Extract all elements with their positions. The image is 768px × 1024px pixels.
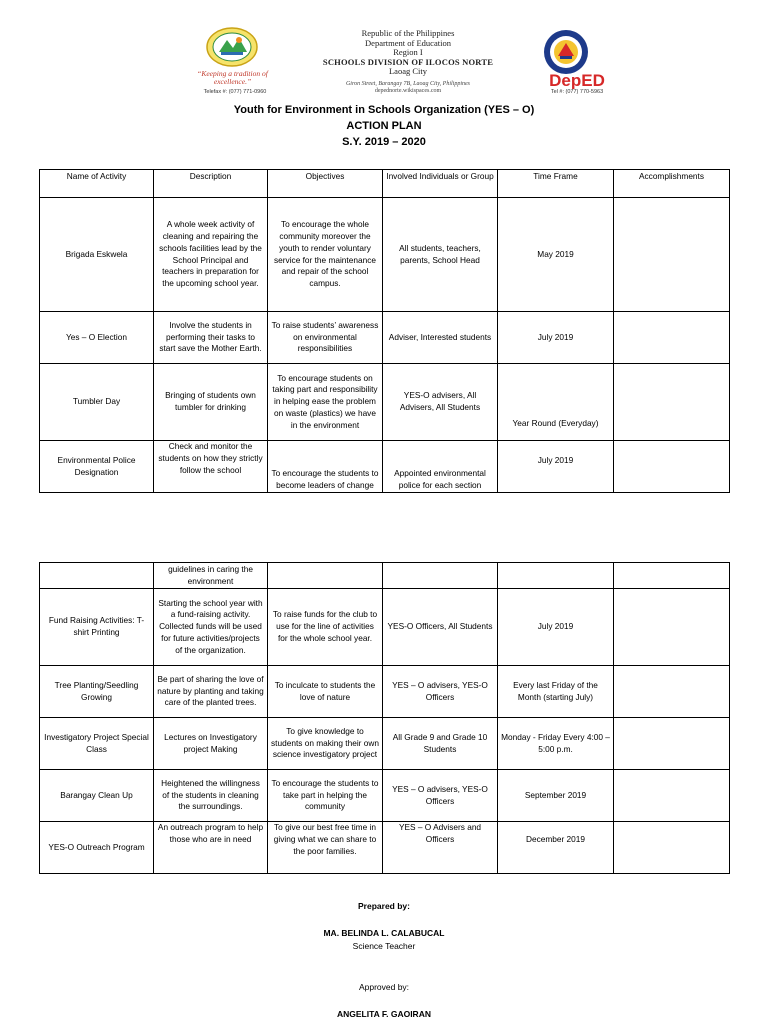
activity-involved: YES-O Officers, All Students [383, 589, 498, 666]
activity-time-frame: July 2019 [498, 589, 614, 666]
activity-accomplishments [614, 770, 730, 822]
activity-objectives: To encourage the whole community moreover the youth to render voluntary service for the maintenance and repair of the school campus. [268, 198, 383, 312]
school-year-title: S.Y. 2019 – 2020 [342, 136, 426, 148]
header-involved: Involved Individuals or Group [383, 170, 498, 198]
activity-time-frame: December 2019 [498, 822, 614, 874]
activity-involved [383, 563, 498, 589]
activity-time-frame: Every last Friday of the Month (starting July) [498, 666, 614, 718]
activity-description: Bringing of students own tumbler for drinking [154, 364, 268, 441]
approved-by-name: ANGELITA F. GAOIRAN [337, 1009, 431, 1019]
deped-telephone: Tel #: (077) 770-5963 [550, 89, 604, 95]
prepared-by-label: Prepared by: [358, 901, 410, 911]
activity-accomplishments [614, 718, 730, 770]
city-line: Laoag City [388, 66, 427, 76]
activity-accomplishments [614, 312, 730, 364]
header-description: Description [154, 170, 268, 198]
activity-description: An outreach program to help those who are in need [154, 822, 268, 874]
activity-objectives: To give knowledge to students on making their own science investigatory project [268, 718, 383, 770]
activity-description: Involve the students in performing their tasks to start save the Mother Earth. [154, 312, 268, 364]
activity-description: Starting the school year with a fund-raising activity. Collected funds will be used for future activities/projects of the organization. [154, 589, 268, 666]
activity-involved: All Grade 9 and Grade 10 Students [383, 718, 498, 770]
sdo-ilocos-norte-seal-icon [205, 26, 259, 68]
department-line: Department of Education [365, 37, 451, 48]
telefax: Telefax #: (077) 771-0960 [203, 89, 267, 95]
table-row [40, 718, 730, 770]
table-row [40, 589, 730, 666]
activity-accomplishments [614, 364, 730, 441]
activity-objectives: To raise funds for the club to use for the line of activities for the whole school year. [268, 589, 383, 666]
activity-involved: YES – O advisers, YES-O Officers [383, 666, 498, 718]
activity-objectives: To give our best free time in giving what we can share to the poor families. [268, 822, 383, 874]
activity-objectives: To encourage students on taking part and responsibility in helping ease the problem on waste (plastics) we have in the environment [268, 364, 383, 441]
address-line: Giron Street, Barangay 7B, Laoag City, Philippines [345, 80, 471, 87]
activity-time-frame [498, 563, 614, 589]
activity-time-frame: July 2019 [498, 312, 614, 364]
division-line: SCHOOLS DIVISION OF ILOCOS NORTE [322, 56, 494, 67]
organization-title: Youth for Environment in Schools Organization (YES – O) [233, 104, 535, 116]
activity-involved: YES – O Advisers and Officers [383, 822, 498, 874]
region-line: Region I [393, 47, 423, 57]
deped-logo-text: DepED [549, 71, 605, 89]
table-row [40, 822, 730, 874]
activity-accomplishments [614, 822, 730, 874]
activity-name: Barangay Clean Up [40, 770, 154, 822]
activity-time-frame: May 2019 [498, 198, 614, 312]
deped-logo [531, 71, 623, 89]
activity-time-frame: Year Round (Everyday) [498, 364, 614, 441]
activity-involved: All students, teachers, parents, School Head [383, 198, 498, 312]
activity-name: YES-O Outreach Program [40, 822, 154, 874]
activity-accomplishments [614, 666, 730, 718]
activity-description: guidelines in caring the environment [154, 563, 268, 589]
header-time-frame: Time Frame [498, 170, 614, 198]
republic-line: Republic of the Philippines [361, 28, 455, 38]
prepared-by-name: MA. BELINDA L. CALABUCAL [323, 928, 445, 938]
activity-accomplishments [614, 563, 730, 589]
activity-time-frame: July 2019 [498, 441, 614, 493]
table-header-row [40, 170, 730, 198]
activity-involved: Adviser, Interested students [383, 312, 498, 364]
action-plan-title: ACTION PLAN [346, 120, 422, 132]
activity-objectives [268, 563, 383, 589]
activity-involved: Appointed environmental police for each section [383, 441, 498, 493]
prepared-by-title: Science Teacher [352, 941, 416, 951]
activity-description: A whole week activity of cleaning and repairing the schools facilities lead by the School Principal and teachers in preparation for the upcoming school year. [154, 198, 268, 312]
motto: “Keeping a tradition of excellence.” [197, 69, 268, 86]
activity-description: Heightened the willingness of the students in cleaning the surroundings. [154, 770, 268, 822]
activity-name: Environmental Police Designation [40, 441, 154, 493]
activity-time-frame: September 2019 [498, 770, 614, 822]
activity-description: Lectures on Investigatory project Making [154, 718, 268, 770]
activity-objectives: To encourage the students to become leaders of change [268, 441, 383, 493]
activity-objectives: To inculcate to students the love of nature [268, 666, 383, 718]
activity-name: Tumbler Day [40, 364, 154, 441]
activity-description: Check and monitor the students on how they strictly follow the school [154, 441, 268, 493]
deped-seal-icon [543, 29, 589, 75]
activity-name: Investigatory Project Special Class [40, 718, 154, 770]
header-objectives: Objectives [268, 170, 383, 198]
header-name-of-activity: Name of Activity [40, 170, 154, 198]
document-title [0, 102, 768, 150]
activity-name: Fund Raising Activities: T-shirt Printing [40, 589, 154, 666]
table-row [40, 563, 730, 589]
activity-objectives: To raise students’ awareness on environmental responsibilities [268, 312, 383, 364]
letterhead [0, 0, 768, 98]
table-row [40, 441, 730, 493]
header-accomplishments: Accomplishments [614, 170, 730, 198]
activity-name [40, 563, 154, 589]
activity-name: Brigada Eskwela [40, 198, 154, 312]
website-line: depednorte.wikispaces.com [374, 87, 442, 94]
activity-time-frame: Monday - Friday Every 4:00 – 5:00 p.m. [498, 718, 614, 770]
action-plan-table-page1 [39, 169, 730, 493]
activity-name: Tree Planting/Seedling Growing [40, 666, 154, 718]
activity-accomplishments [614, 198, 730, 312]
table-row [40, 198, 730, 312]
action-plan-table-page2 [39, 562, 730, 874]
activity-name: Yes – O Election [40, 312, 154, 364]
table-row [40, 364, 730, 441]
approved-by-label: Approved by: [358, 982, 410, 992]
activity-objectives: To encourage the students to take part in helping the community [268, 770, 383, 822]
activity-accomplishments [614, 589, 730, 666]
activity-description: Be part of sharing the love of nature by planting and taking care of the planted trees. [154, 666, 268, 718]
agency-header [270, 29, 546, 95]
activity-involved: YES – O advisers, YES-O Officers [383, 770, 498, 822]
activity-accomplishments [614, 441, 730, 493]
activity-involved: YES-O advisers, All Advisers, All Students [383, 364, 498, 441]
table-row [40, 666, 730, 718]
table-row [40, 770, 730, 822]
table-row [40, 312, 730, 364]
